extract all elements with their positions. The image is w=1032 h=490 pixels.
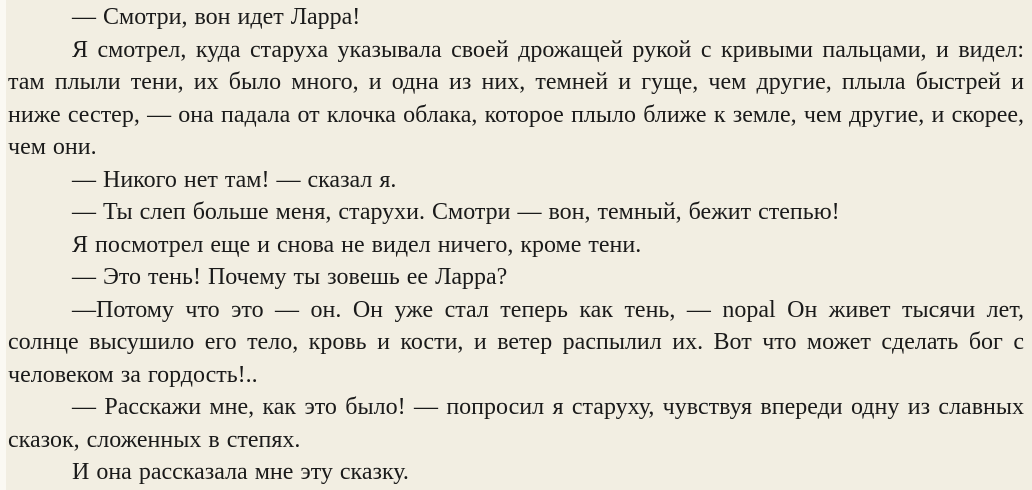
paragraph: — Расскажи мне, как это было! — попросил я старуху, чувствуя впереди одну из славных сказок, сложенных в степях. [8, 394, 1024, 453]
paragraph: — Ты слеп больше меня, старухи. Смотри — вон, темный, бежит степью! [72, 199, 840, 225]
story-text [8, 1, 1024, 489]
paragraph: —Потому что это — он. Он уже стал теперь как тень, — nopal Он живет тысячи лет, солнце высушило его тело, кровь и кости, и ветер распылил их. Вот что может сделать бог с человеком за гордость!.. [8, 296, 1024, 388]
paragraph: — Никого нет там! — сказал я. [72, 166, 397, 193]
page-left-margin [0, 0, 6, 490]
paragraph: И она рассказала мне эту сказку. [72, 459, 409, 485]
paragraph: — Это тень! Почему ты зовешь ее Ларра? [72, 264, 508, 290]
paragraph: Я смотрел, куда старуха указывала своей дрожащей рукой с кривыми пальцами, и видел: там плыли тени, их было много, и одна из них, темней и гуще, чем другие, плыла быстрей и ниже сестер, — она падала от клочка облака, которое плыло ближе к земле, чем другие, и скорее, чем они. [8, 36, 1024, 160]
paragraph: Я посмотрел еще и снова не видел ничего, кроме тени. [72, 231, 642, 258]
paragraph: — Смотри, вон идет Ларра! [72, 4, 361, 30]
